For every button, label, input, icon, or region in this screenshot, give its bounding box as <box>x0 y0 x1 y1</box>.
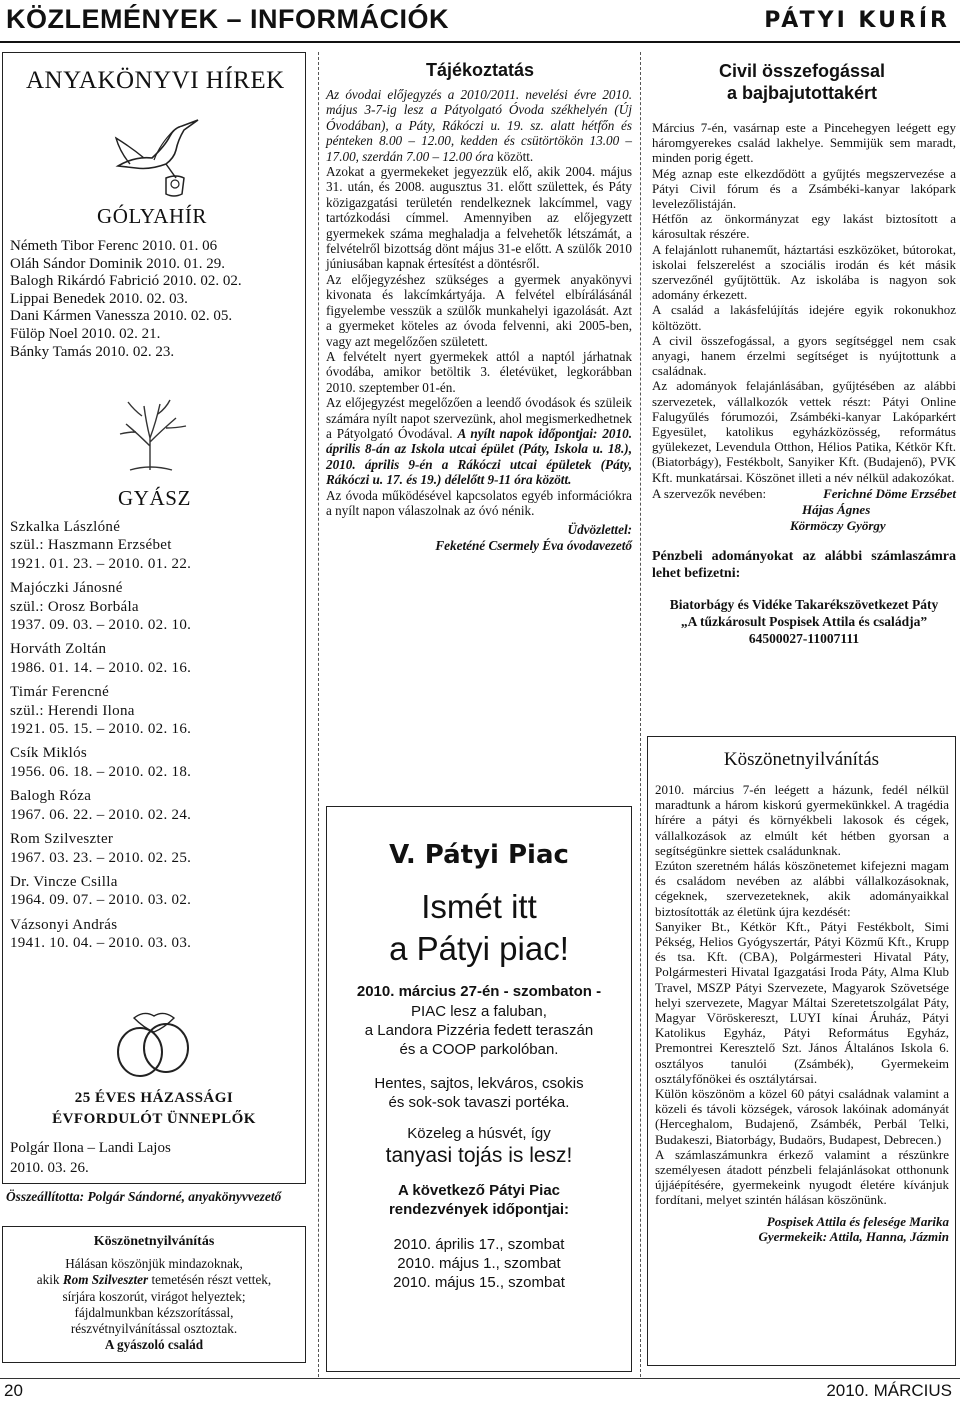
koszonet-right-signature: Gyermekeik: Attila, Hanna, Jázmin <box>758 1228 949 1244</box>
civil-paragraph: A család a lakásfelújítás idejére egyik rokonukhoz költözött. <box>652 302 956 333</box>
bank-account: 64500027-11007111 <box>748 630 860 646</box>
death-entry: Horváth Zoltán <box>10 641 107 658</box>
births-list <box>10 238 242 361</box>
civil-title <box>648 60 956 104</box>
tajekoztatas-paragraph: Az előjegyzéshez szükséges a gyermek anyakönyvi kivonata és lakcímkártyája. A felvétel elbírálásánál figyelembe vesszük a szülők munkahelyi igazolását. Azt a gyermeket köteles az óvoda felvenni, aki 2005-ben, vagy azt megelőzően született. <box>326 271 632 349</box>
death-entry: Vázsonyi András <box>10 916 118 933</box>
bank-intro: Pénzbeli adományokat az alábbi számlaszámra lehet befizetni: <box>652 548 956 581</box>
greeting: Üdvözlettel: <box>567 522 632 538</box>
issue-date: 2010. MÁRCIUS <box>826 1381 952 1400</box>
organizers-label: A szervezők nevében: <box>652 485 767 501</box>
death-entry: Csík Miklós <box>10 745 88 762</box>
piac-next-date: 2010. április 17., szombat <box>393 1236 565 1253</box>
organizers <box>652 486 956 536</box>
koszonet-left-line: sírjára koszorút, virágot helyeztek; <box>62 1288 246 1304</box>
death-entry: 1921. 01. 23. – 2010. 01. 22. <box>10 555 192 572</box>
piac-line: és a COOP parkolóban. <box>399 1041 559 1058</box>
bank-name: Biatorbágy és Vidéke Takarékszövetkezet Páty <box>669 596 939 612</box>
koszonet-left-line: akik Rom Szilveszter temetésén részt vettek, <box>36 1272 272 1288</box>
civil-paragraph: Március 7-én, vasárnap este a Pincehegyen leégett egy háromgyerekes család lakhelye. Semmijük sem maradt, minden porig égett. <box>652 120 956 166</box>
koszonet-right-body <box>655 782 949 1244</box>
tajekoztatas-paragraph: A felvételt nyert gyermekek attól a naptól járhatnak óvodába, amikor betöltik 3. életévüket, legkorábban 2010. szeptember 01-én. <box>326 348 632 395</box>
koszonet-right-title: Köszönetnyilvánítás <box>723 749 880 770</box>
anniversary-names: Polgár Ilona – Landi Lajos <box>10 1140 171 1156</box>
piac-eggs: tanyasi tojás is lesz! <box>385 1144 573 1167</box>
tajekoztatas-intro: Az óvodai előjegyzés a 2010/2011. nevelési évre 2010. május 3-7-ig lesz a Pátyolgató Óvoda székhelyén (Új Óvodában), a Páty, Rákóczi u. 19. sz. alatt hétfőn és pénteken 8.00 – 12.00, kedden és csütörtökön 13.00 – 17.00, szerdán 7.00 – 12.00 óra <box>326 87 632 164</box>
newspaper-brand: PÁTYI KURÍR <box>764 8 950 33</box>
death-entry: Szkalka Lászlóné <box>10 519 121 535</box>
section-title: KÖZLEMÉNYEK – INFORMÁCIÓK <box>6 4 450 34</box>
koszonet-left-content <box>2 1234 306 1353</box>
anyakonyv-title: ANYAKÖNYVI HÍREK <box>26 67 285 94</box>
koszonet-left-signature: A gyászoló család <box>104 1337 204 1353</box>
birth-entry: Fülöp Noel 2010. 02. 21. <box>10 325 161 342</box>
tree-icon <box>100 394 200 472</box>
civil-title-line2: a bajbajutottakért <box>726 83 878 103</box>
piac-date: 2010. március 27-én - szombaton - <box>356 983 602 1000</box>
piac-next-date: 2010. május 15., szombat <box>393 1274 565 1291</box>
birth-entry: Németh Tibor Ferenc 2010. 01. 06 <box>10 238 218 254</box>
piac-line: Hentes, sajtos, lekváros, csokis <box>374 1075 584 1092</box>
piac-next-title: rendezvények időpontjai: <box>388 1201 570 1218</box>
koszonet-left-line: fájdalmunkban kézszorítással, <box>74 1304 234 1320</box>
piac-line: PIAC lesz a faluban, <box>411 1003 547 1020</box>
golyahir-title: GÓLYAHÍR <box>97 204 208 228</box>
death-entry: Balogh Róza <box>10 788 92 805</box>
organizer-name: Körmöczy György <box>790 517 886 533</box>
civil-body <box>652 120 956 647</box>
koszonet-right-paragraph: Sanyiker Bt., Kétkör Kft., Pátyi Festékbolt, Simi Pékség, Helios Gyógyszertár, Pátyi Közmű Kft., Krupp és tsa. Kft. (CBA), Polgármesteri Hivatal Páty, Polgármesteri Hivatal Igazgatási Iroda Páty, Alma Klub Travel, MSZP Pátyi Szervezete, Magyarok Szövetsége helyi szervezete, Magyar Máltai Szeretetszolgálat Páty, Magyar Vöröskereszt, LUYI kínai Áruház, Pátyi Katolikus Egyház, Pátyi Református Egyház, Premontrei Keresztelő Szt. János Általános Iskola 6. osztályos tanulói (Zsámbék), Gyermekeim osztályfőnökei és osztálytársai. <box>655 918 949 1086</box>
death-entry: Dr. Vincze Csilla <box>10 873 118 890</box>
koszonet-left-title: Köszönetnyilvánítás <box>93 1234 215 1249</box>
piac-next-title: A következő Pátyi Piac <box>397 1182 561 1199</box>
piac-headline-2: a Pátyi piac! <box>389 930 569 967</box>
birth-entry: Dani Kármen Vanessza 2010. 02. 05. <box>10 308 233 325</box>
death-entry: szül.: Herendi Ilona <box>10 702 135 719</box>
piac-line: és sok-sok tavaszi portéka. <box>388 1094 570 1111</box>
civil-paragraph: Az adományok felajánlásában, gyűjtésében az alábbi szervezetek, vállalkozók vettek részt: Pátyi Online Falugyűlés fórumozói, Zsámbéki-kanyar Lakóparkért Egyesület, katolikus egyházközösség, református gyülekezet, Levendula Otthon, Hélios Patika, Kétkör Kft. (Biatorbágy), Festékbolt, Sanyiker Kft. (Budajenő), PVK Kft. munkatársai. Köszönet illeti a név nélkül adakozókat. <box>652 378 956 485</box>
birth-entry: Lippai Benedek 2010. 02. 03. <box>10 290 188 307</box>
piac-next-date: 2010. május 1., szombat <box>397 1255 561 1272</box>
civil-paragraph: Még aznap este elkezdődött a gyűjtés megszervezése a Pátyi Civil fórum és a Zsámbéki-kanyar lakópark levelezőlistáján. <box>652 165 956 212</box>
piac-line: Közeleg a húsvét, így <box>407 1125 551 1142</box>
death-entry: Timár Ferencné <box>10 684 110 701</box>
koszonet-right-paragraph: Ezúton szeretném hálás köszönetemet kifejezni magam és családom nevében az alábbi vállalkozásoknak, cégeknek, szervezeteknek, akik adományaikkal biztosították az életünk újra kezdését: <box>655 858 949 919</box>
death-entry: 1967. 06. 22. – 2010. 02. 24. <box>10 806 192 823</box>
organizer-name: Hájas Ágnes <box>802 501 871 517</box>
birth-entry: Balogh Rikárdó Fabrició 2010. 02. 02. <box>10 273 242 290</box>
bank-beneficiary: „A tűzkárosult Pospisek Attila és családja” <box>680 613 928 629</box>
death-entry: 1941. 10. 04. – 2010. 03. 03. <box>10 935 192 952</box>
koszonet-left-line: részvétnyilvánítással osztoztak. <box>70 1321 238 1337</box>
tajekoztatas-body: Az óvodai előjegyzés a 2010/2011. nevelési évre 2010. május 3-7-ig lesz a Pátyolgató Óvoda székhelyén (Új Óvodában), a Páty, Rákóczi u. 19. sz. alatt hétfőn és pénteken 8.00 – 12.00, kedden és csütörtökön 13.00 – 17.00, szerdán 7.00 – 12.00 óra között. Azokat a gyermekeket jegyezzük elő, akik 2004. május 31. után, és 2008. augusztus 31. előtt születtek, és Páty közigazgatási területén rendelkeznek lakcímmel, vagy tartózkodási címmel. Amennyiben az előjegyzett gyermekek száma meghaladja a felvehetők létszámát, a felvételről bizottság dönt május 31-e előtt. A szülők 2010 júniusában kapnak értesítést a döntésről. Az előjegyzéshez szükséges a gyermek anyakönyvi kivonata és lakcímkártyája. A felvétel elbírálásánál figyelembe vesszük a szülők munkahelyi igazolását. Azt a gyermeket köteles az óvoda felvenni, aki 2005-ben, vagy azt megelőzően született. A felvételt nyert gyermekek attól a naptól járhatnak óvodába, amikor betöltik 3. életévüket, legkorábban 2010. szeptember 01-én. Az előjegyzést megelőzően a leendő óvodások és szüleik számára nyílt napot szervezünk, ahol megismerkedhetnek a Pátyolgató Óvodával. A nyílt napok időpontjai: 2010. április 8-án az Iskola utcai épület (Páty, Iskola u. 18.), 2010. április 9-én a Rákóczi utcai épületek (Páty, Rákóczi u. 17. és 19.) délelőtt 9-11 óra között. Az óvoda működésével kapcsolatos egyéb információkra a nyílt napon válaszolnak az óvó nénik. Üdvözlettel: Feketéné Csermely Éva óvodavezető <box>326 87 632 553</box>
wedding-rings-icon <box>104 1008 202 1084</box>
civil-paragraph: A felajánlott ruhaneműt, háztartási eszközöket, bútorokat, iskolai felszerelést a szociális irodán és két másik szervezőnél gyűjtöttük. Az iskolába is nagyon sok adomány érkezett. <box>652 241 956 303</box>
organizer-name: Ferichné Döme Erzsébet <box>823 485 956 501</box>
death-entry: Majóczki Jánosné <box>10 580 123 597</box>
footer-rule <box>0 1378 960 1379</box>
piac-headline-1: Ismét itt <box>421 888 537 925</box>
death-entry: 1986. 01. 14. – 2010. 02. 16. <box>10 659 192 676</box>
deceased-name: Rom Szilveszter <box>62 1272 149 1288</box>
stork-icon <box>110 118 205 198</box>
birth-entry: Bánky Tamás 2010. 02. 23. <box>10 343 175 360</box>
column-divider-1 <box>318 52 319 1377</box>
piac-content <box>326 840 632 1292</box>
death-entry: 1967. 03. 23. – 2010. 02. 25. <box>10 849 192 866</box>
piac-title: V. Pátyi Piac <box>389 840 569 870</box>
koszonet-right-signature: Pospisek Attila és felesége Marika <box>766 1213 949 1229</box>
gyasz-title: GYÁSZ <box>118 486 192 510</box>
tajekoztatas-paragraph: Az óvoda működésével kapcsolatos egyéb információkra a nyílt napon válaszolnak az óvó nénik. <box>326 487 632 518</box>
death-entry: szül.: Haszmann Erzsébet <box>10 537 172 554</box>
death-entry: 1964. 09. 07. – 2010. 03. 02. <box>10 892 192 909</box>
koszonet-right-paragraph: 2010. március 7-én leégett a házunk, fedél nélkül maradtunk a három kiskorú gyermekünkkel. A tragédia hírére a pátyi és környékbeli lakosok és cégek, vállalkozások az elmúlt két hétben gyorsan a segítségünkre siettek családunknak. <box>655 782 949 858</box>
koszonet-right-paragraph: A számlaszámunkra érkező valamint a részünkre személyesen átadott pénzbeli felajánlásokat otthonunk újjáépítésére, gyermekeink nyugodt életére kívánjuk fordítani, melyet szintén hálásan köszönünk. <box>655 1146 949 1208</box>
header-rule <box>0 41 960 43</box>
civil-title-line1: Civil összefogással <box>718 61 886 81</box>
death-entry: 1956. 06. 18. – 2010. 02. 18. <box>10 763 192 780</box>
death-entry: szül.: Orosz Borbála <box>10 598 139 615</box>
death-entry: Rom Szilveszter <box>10 831 114 848</box>
civil-paragraph: A civil összefogással, a gyors segítséggel nem csak anyagi, hanem érzelmi segítséget is nyújtottunk a családnak. <box>652 332 956 379</box>
koszonet-right-paragraph: Külön köszönöm a közel 60 pátyi családnak valamint a közeli és távoli községek, városok lakóinak adományát (Herceghalom, Budajenő, Zsámbék, Perbál Telki, Budakeszi, Biatorbágy, Budaörs, Budapest, Debrecen.) <box>655 1086 949 1147</box>
birth-entry: Oláh Sándor Dominik 2010. 01. 29. <box>10 255 225 272</box>
anniversary-title <box>2 1088 306 1130</box>
column-divider-2 <box>640 52 641 1377</box>
anniversary-title-line2: ÉVFORDULÓT ÜNNEPLŐK <box>52 1111 256 1127</box>
anniversary-title-line1: 25 ÉVES HÁZASSÁGI <box>74 1090 234 1106</box>
signer: Feketéné Csermely Éva óvodavezető <box>435 537 632 553</box>
compiled-by: Összeállította: Polgár Sándorné, anyakönyvvezető <box>6 1189 282 1204</box>
deaths-list <box>10 519 191 952</box>
death-entry: 1937. 09. 03. – 2010. 02. 10. <box>10 617 192 634</box>
tajekoztatas-paragraph: Azokat a gyermekeket jegyezzük elő, akik 2004. május 31. után, és 2008. augusztus 31. előtt születtek, és Páty közigazgatási területén rendelkeznek lakcímmel, vagy tartózkodási címmel. Amennyiben az előjegyzett gyermekek száma meghaladja a felvehetők létszámát, a felvételről bizottság dönt május 31-e előtt. A szülők 2010 júniusában kapnak értesítést a döntésről. <box>326 164 632 272</box>
tajekoztatas-paragraph: Az előjegyzést megelőzően a leendő óvodások és szüleik számára nyílt napot szervezünk, ahol megismerkedhetnek a Pátyolgató Óvodával. A nyílt napok időpontjai: 2010. április 8-án az Iskola utcai épület (Páty, Iskola u. 18.), 2010. április 9-én a Rákóczi utcai épületek (Páty, Rákóczi u. 17. és 19.) délelőtt 9-11 óra között. <box>326 395 632 488</box>
anniversary-date: 2010. 03. 26. <box>10 1160 89 1176</box>
page-number: 20 <box>4 1381 23 1400</box>
piac-line: a Landora Pizzéria fedett teraszán <box>364 1022 594 1039</box>
death-entry: 1921. 05. 15. – 2010. 02. 16. <box>10 721 192 738</box>
tajekoztatas-title: Tájékoztatás <box>425 60 535 80</box>
open-days: A nyílt napok időpontjai: 2010. április 8-án az Iskola utcai épület (Páty, Iskola u. 18.), 2010. április 9-én a Rákóczi utcai épületek (Páty, Rákóczi u. 17. és 19.) délelőtt 9-11 óra között. <box>326 425 632 488</box>
koszonet-left-line: Hálásan köszönjük mindazoknak, <box>65 1256 243 1272</box>
civil-paragraph: Hétfőn az önkormányzat egy lakást biztosított a károsultak részére. <box>652 211 956 242</box>
